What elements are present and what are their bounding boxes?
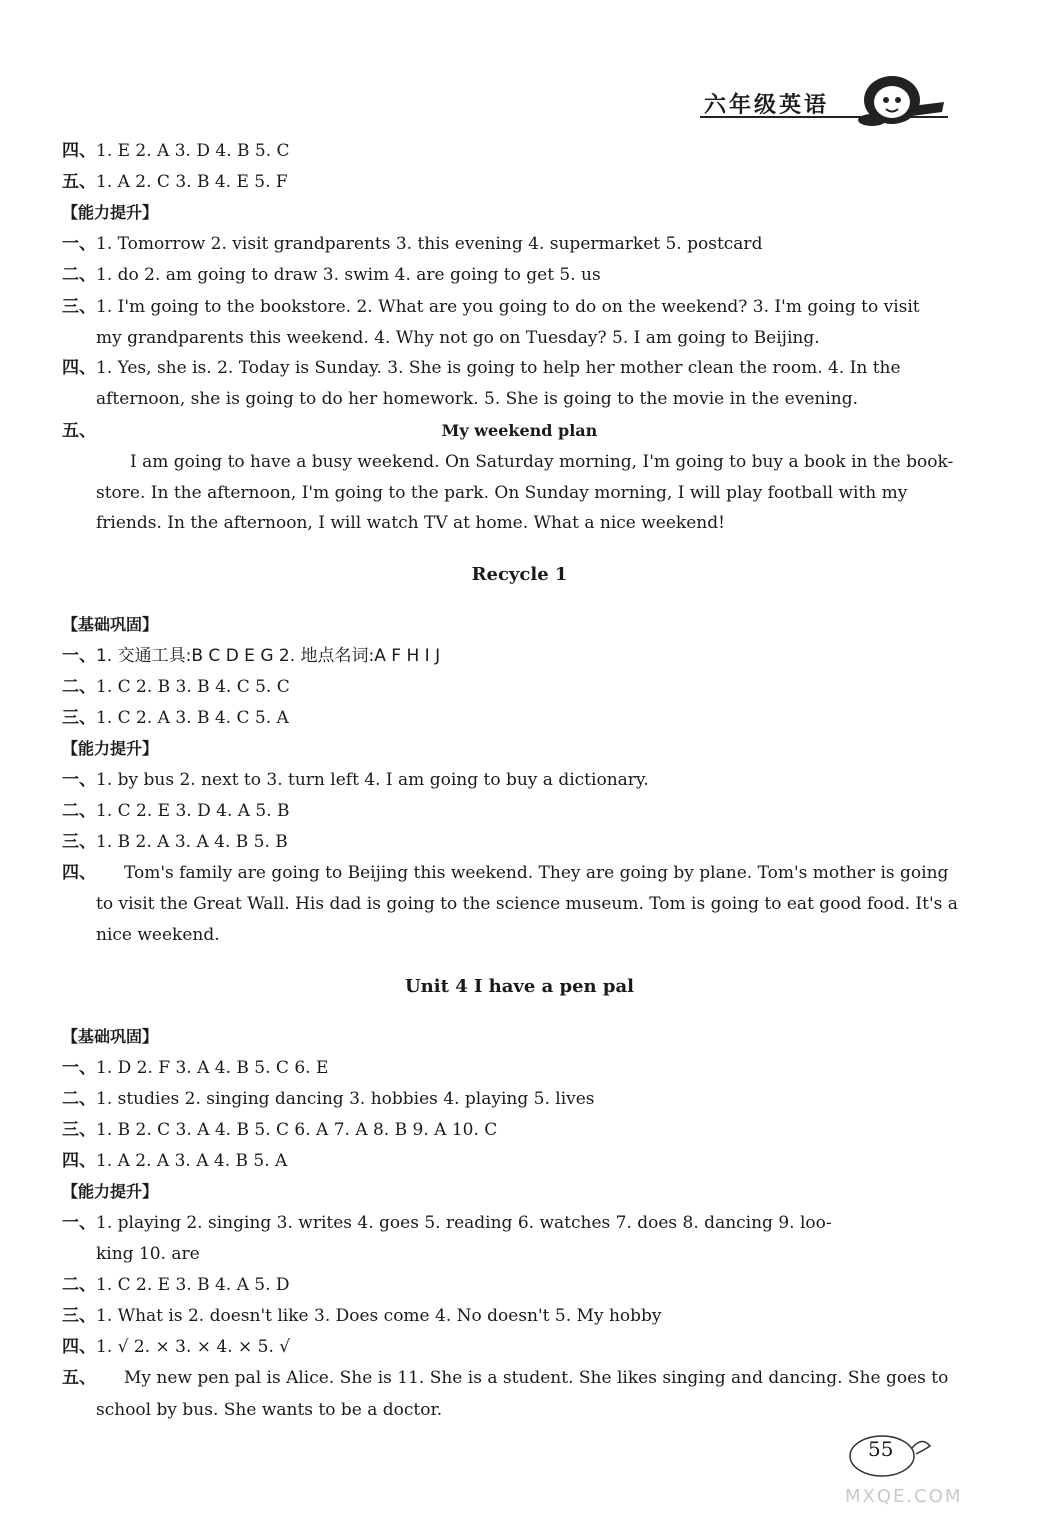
answer-text: 1. studies 2. singing dancing 3. hobbies 4. playing 5. lives <box>96 1089 595 1109</box>
section-ability: 【能力提升】 <box>62 739 159 758</box>
answer-line-4 <box>62 1336 290 1358</box>
answer-text: My new pen pal is Alice. She is 11. She is a student. She likes singing and dancing. She goes to <box>124 1368 949 1388</box>
answer-line-3 <box>62 831 288 853</box>
item-label: 二、 <box>62 677 96 697</box>
item-label: 二、 <box>62 265 96 285</box>
answer-line-3 <box>62 707 289 729</box>
answer-line-4 <box>62 140 290 162</box>
answer-line-1 <box>62 645 440 667</box>
item-label: 四、 <box>62 358 96 378</box>
item-label: 一、 <box>62 646 96 666</box>
item-label: 三、 <box>62 832 96 852</box>
section-title-recycle-1: Recycle 1 <box>471 564 568 585</box>
answer-text: 1. C 2. B 3. B 4. C 5. C <box>96 677 290 697</box>
answer-continuation: nice weekend. <box>96 925 220 945</box>
essay-paragraph: store. In the afternoon, I'm going to the park. On Sunday morning, I will play football with my <box>96 483 908 503</box>
answer-line-1 <box>62 1212 832 1234</box>
answer-line-2 <box>62 1088 595 1110</box>
item-label: 二、 <box>62 1275 96 1295</box>
answer-line-4 <box>62 862 948 884</box>
essay-paragraph: I am going to have a busy weekend. On Saturday morning, I'm going to buy a book in the book- <box>130 452 954 472</box>
mascot-icon <box>852 62 948 128</box>
answer-text: 1. playing 2. singing 3. writes 4. goes 5. reading 6. watches 7. does 8. dancing 9. loo- <box>96 1213 832 1233</box>
item-label: 三、 <box>62 708 96 728</box>
answer-line-2 <box>62 676 290 698</box>
answer-text: 1. B 2. C 3. A 4. B 5. C 6. A 7. A 8. B 9. A 10. C <box>96 1120 498 1140</box>
answer-line-5 <box>62 171 288 193</box>
item-label: 四、 <box>62 1337 96 1357</box>
answer-continuation: king 10. are <box>96 1244 200 1264</box>
answer-text: Tom's family are going to Beijing this weekend. They are going by plane. Tom's mother is going <box>124 863 949 883</box>
answer-text: 1. C 2. E 3. D 4. A 5. B <box>96 801 290 821</box>
section-ability: 【能力提升】 <box>62 203 159 222</box>
answer-text: 1. A 2. C 3. B 4. E 5. F <box>96 172 288 192</box>
item-label: 四、 <box>62 141 96 161</box>
answer-text: 1. Yes, she is. 2. Today is Sunday. 3. She is going to help her mother clean the room. 4. In the <box>96 358 901 378</box>
answer-line-1 <box>62 769 649 791</box>
answer-text: 1. do 2. am going to draw 3. swim 4. are going to get 5. us <box>96 265 601 285</box>
answer-line-1 <box>62 1057 328 1079</box>
answer-line-3 <box>62 296 920 318</box>
answer-line-3 <box>62 1119 497 1141</box>
answer-text: 1. D 2. F 3. A 4. B 5. C 6. E <box>96 1058 329 1078</box>
answer-text: 1. C 2. A 3. B 4. C 5. A <box>96 708 289 728</box>
page-number: 55 <box>868 1437 894 1461</box>
item-label: 一、 <box>62 770 96 790</box>
essay-title: My weekend plan <box>441 421 598 440</box>
answer-text: 1. by bus 2. next to 3. turn left 4. I am going to buy a dictionary. <box>96 770 649 790</box>
essay-paragraph: friends. In the afternoon, I will watch TV at home. What a nice weekend! <box>96 513 725 533</box>
answer-text: 1. What is 2. doesn't like 3. Does come 4. No doesn't 5. My hobby <box>96 1306 662 1326</box>
answer-continuation: to visit the Great Wall. His dad is going to the science museum. Tom is going to eat good food. It's a <box>96 894 958 914</box>
answer-continuation: my grandparents this weekend. 4. Why not go on Tuesday? 5. I am going to Beijing. <box>96 328 820 348</box>
book-title: 六年级英语 <box>704 93 830 118</box>
answer-text: 1. I'm going to the bookstore. 2. What are you going to do on the weekend? 3. I'm going to visit <box>96 297 920 317</box>
answer-line-2 <box>62 1274 290 1296</box>
item-label: 三、 <box>62 1306 96 1326</box>
answer-continuation: afternoon, she is going to do her homework. 5. She is going to the movie in the evening. <box>96 389 859 409</box>
item-label: 四、 <box>62 863 96 883</box>
answer-line-5 <box>62 1367 948 1389</box>
section-title-unit-4: Unit 4 I have a pen pal <box>404 976 635 997</box>
answer-text: 1. C 2. E 3. B 4. A 5. D <box>96 1275 290 1295</box>
answer-text: 1. 交通工具:B C D E G 2. 地点名词:A F H I J <box>96 646 441 666</box>
item-label: 一、 <box>62 1213 96 1233</box>
item-label: 三、 <box>62 297 96 317</box>
item-label: 五、 <box>62 172 96 192</box>
answer-continuation: school by bus. She wants to be a doctor. <box>96 1400 443 1420</box>
section-basic: 【基础巩固】 <box>62 615 159 634</box>
section-ability: 【能力提升】 <box>62 1182 159 1201</box>
item-label: 一、 <box>62 1058 96 1078</box>
answer-line-4b <box>62 357 901 379</box>
item-label: 四、 <box>62 1151 96 1171</box>
item-label: 二、 <box>62 1089 96 1109</box>
watermark: MXQE.COM <box>845 1486 963 1507</box>
answer-line-3 <box>62 1305 662 1327</box>
answer-line-2 <box>62 264 601 286</box>
answer-text: 1. E 2. A 3. D 4. B 5. C <box>96 141 290 161</box>
item-label: 五、 <box>62 1368 96 1388</box>
item-label: 一、 <box>62 234 96 254</box>
answer-text: 1. √ 2. × 3. × 4. × 5. √ <box>96 1337 291 1357</box>
answer-text: 1. B 2. A 3. A 4. B 5. B <box>96 832 288 852</box>
answer-line-4 <box>62 1150 287 1172</box>
item-label: 五、 <box>62 421 96 441</box>
answer-text: 1. A 2. A 3. A 4. B 5. A <box>96 1151 288 1171</box>
answer-text: 1. Tomorrow 2. visit grandparents 3. this evening 4. supermarket 5. postcard <box>96 234 763 254</box>
item-label: 二、 <box>62 801 96 821</box>
answer-line-1 <box>62 233 762 255</box>
section-basic: 【基础巩固】 <box>62 1027 159 1046</box>
answer-line-2 <box>62 800 290 822</box>
item-label: 三、 <box>62 1120 96 1140</box>
